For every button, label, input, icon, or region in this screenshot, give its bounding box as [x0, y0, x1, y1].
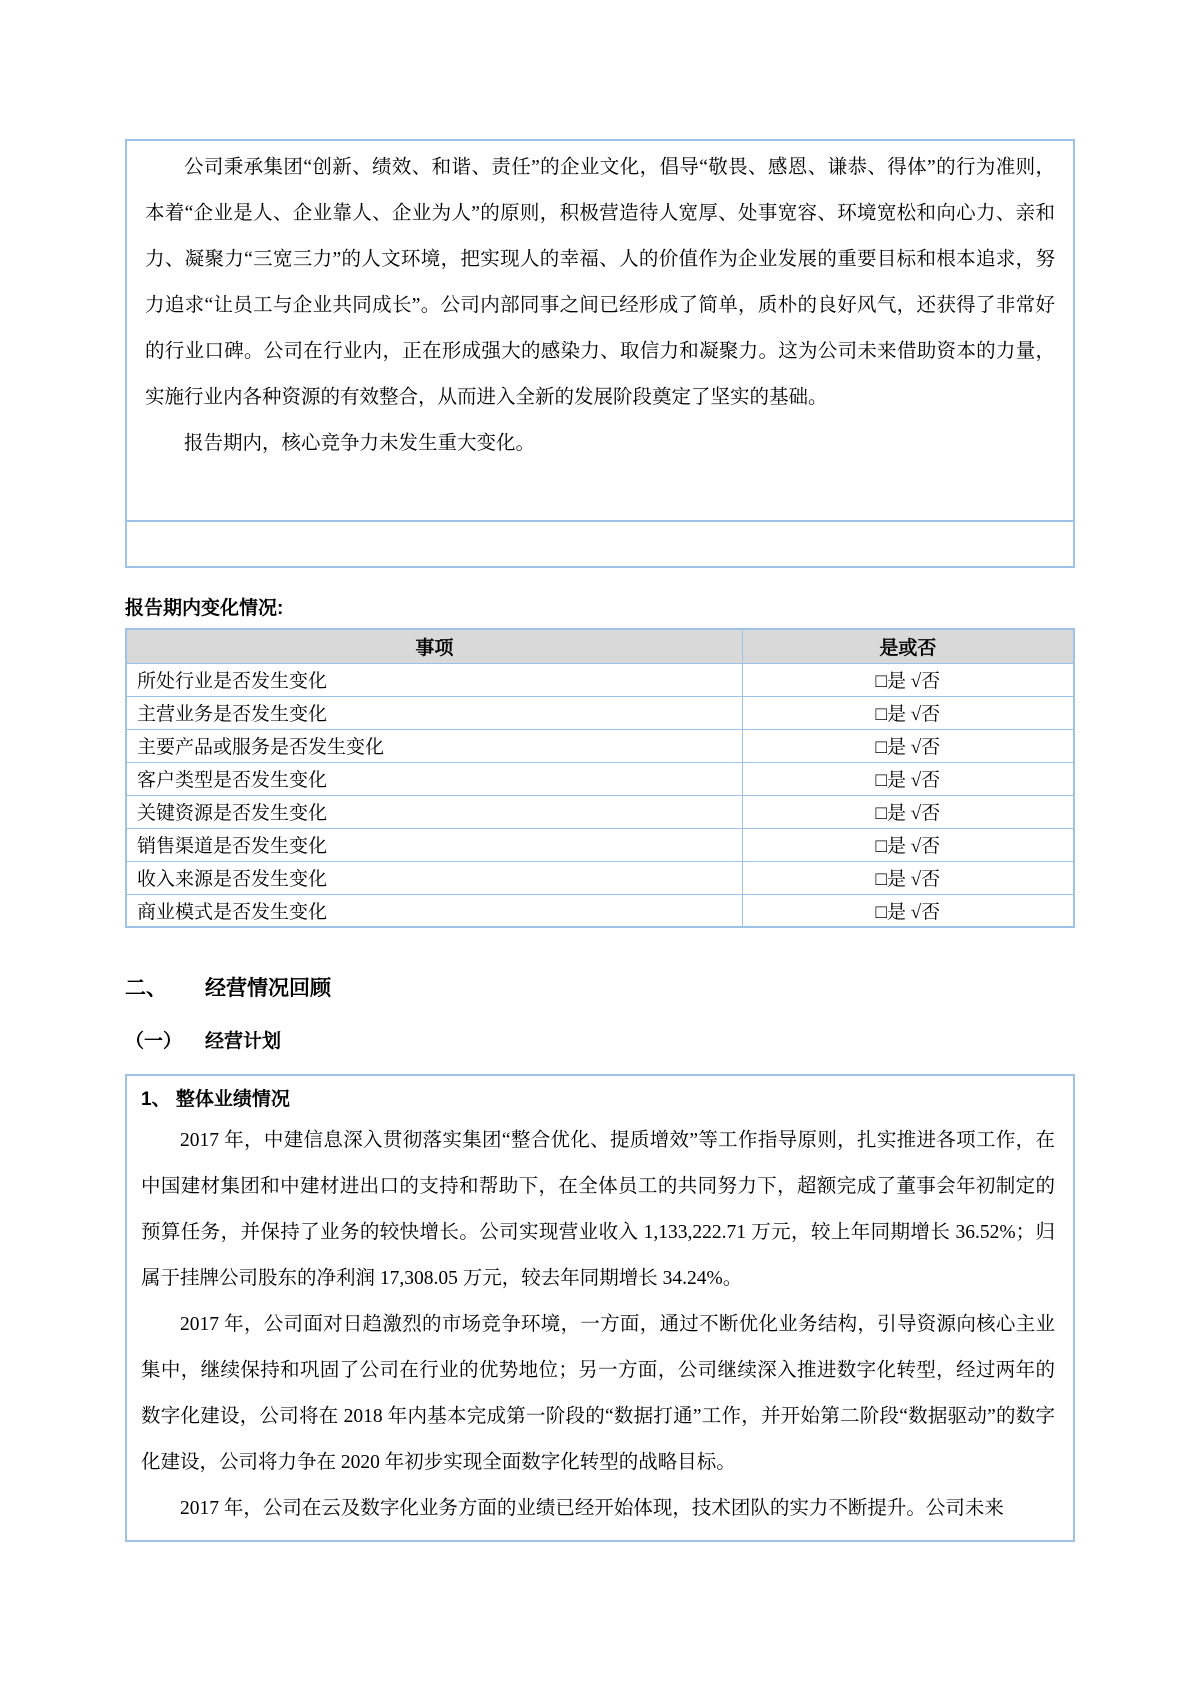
row-answer: □是 √否	[742, 828, 1074, 861]
overall-performance-heading: 1、 整体业绩情况	[141, 1089, 290, 1110]
performance-paragraph-3: 2017 年，公司在云及数字化业务方面的业绩已经开始体现，技术团队的实力不断提升。公司未来	[180, 1498, 1004, 1519]
changes-section-title: 报告期内变化情况:	[125, 598, 284, 619]
table-row	[126, 795, 1074, 828]
subsection-title: 经营计划	[205, 1031, 282, 1052]
row-answer: □是 √否	[742, 861, 1074, 894]
section-heading-business-review	[125, 974, 1075, 1004]
core-competitiveness-text-cell	[127, 141, 1073, 520]
section-title: 经营情况回顾	[205, 977, 331, 1000]
row-item-label: 商业模式是否发生变化	[126, 894, 742, 927]
overall-performance-box	[125, 1074, 1075, 1542]
row-answer: □是 √否	[742, 894, 1074, 927]
empty-table-cell	[127, 520, 1073, 566]
core-competitiveness-box	[125, 139, 1075, 568]
row-answer: □是 √否	[742, 663, 1074, 696]
table-row	[126, 828, 1074, 861]
table-row	[126, 696, 1074, 729]
table-header-row	[126, 629, 1074, 663]
table-row	[126, 762, 1074, 795]
culture-paragraph: 公司秉承集团“创新、绩效、和谐、责任”的企业文化，倡导“敬畏、感恩、谦恭、得体”的行为准则，本着“企业是人、企业靠人、企业为人”的原则，积极营造待人宽厚、处事宽容、环境宽松和向心力、亲和力、凝聚力“三宽三力”的人文环境，把实现人的幸福、人的价值作为企业发展的重要目标和根本追求，努力追求“让员工与企业共同成长”。公司内部同事之间已经形成了简单，质朴的良好风气，还获得了非常好的行业口碑。公司在行业内，正在形成强大的感染力、取信力和凝聚力。这为公司未来借助资本的力量，实施行业内各种资源的有效整合，从而进入全新的发展阶段奠定了坚实的基础。	[145, 157, 1055, 408]
column-header-yes-or-no: 是或否	[742, 629, 1074, 663]
row-item-label: 客户类型是否发生变化	[126, 762, 742, 795]
row-answer: □是 √否	[742, 729, 1074, 762]
row-item-label: 主营业务是否发生变化	[126, 696, 742, 729]
column-header-item: 事项	[126, 629, 742, 663]
row-item-label: 收入来源是否发生变化	[126, 861, 742, 894]
section-number: 二、	[125, 977, 167, 1000]
row-item-label: 主要产品或服务是否发生变化	[126, 729, 742, 762]
row-item-label: 关键资源是否发生变化	[126, 795, 742, 828]
row-item-label: 销售渠道是否发生变化	[126, 828, 742, 861]
core-competitiveness-paragraph: 报告期内，核心竞争力未发生重大变化。	[184, 433, 536, 454]
row-answer: □是 √否	[742, 696, 1074, 729]
row-answer: □是 √否	[742, 762, 1074, 795]
subsection-number: （一）	[125, 1031, 183, 1052]
changes-table	[125, 628, 1075, 928]
table-row	[126, 729, 1074, 762]
performance-paragraph-2: 2017 年，公司面对日趋激烈的市场竞争环境，一方面，通过不断优化业务结构，引导资源向核心主业集中，继续保持和巩固了公司在行业的优势地位；另一方面，公司继续深入推进数字化转型，经过两年的数字化建设，公司将在 2018 年内基本完成第一阶段的“数据打通”工作，并开始第二阶段“数据驱动”的数字化建设，公司将力争在 2020 年初步实现全面数字化转型的战略目标。	[141, 1314, 1055, 1473]
row-answer: □是 √否	[742, 795, 1074, 828]
table-row	[126, 663, 1074, 696]
performance-paragraph-1: 2017 年，中建信息深入贯彻落实集团“整合优化、提质增效”等工作指导原则，扎实推进各项工作，在中国建材集团和中建材进出口的支持和帮助下，在全体员工的共同努力下，超额完成了董事会年初制定的预算任务，并保持了业务的较快增长。公司实现营业收入 1,133,222.71 万元，较上年同期增长 36.52%；归属于挂牌公司股东的净利润 17,308.05 万元，较去年同期增长 34.24%。	[141, 1130, 1055, 1289]
row-item-label: 所处行业是否发生变化	[126, 663, 742, 696]
subsection-heading-business-plan	[125, 1028, 1075, 1056]
document-content	[125, 0, 1075, 1542]
table-row	[126, 894, 1074, 927]
table-row	[126, 861, 1074, 894]
